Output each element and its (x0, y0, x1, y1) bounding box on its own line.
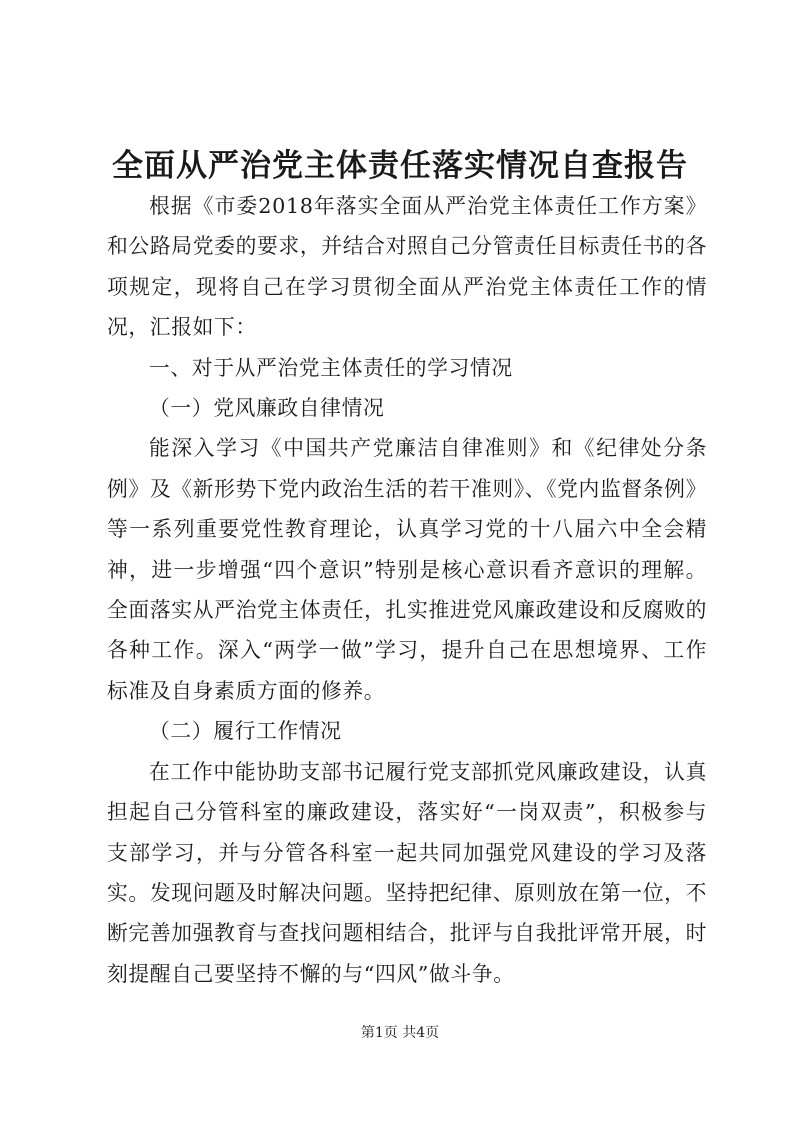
document-title: 全面从严治党主体责任落实情况自查报告 (112, 148, 688, 184)
subsection-heading-2: （二）履行工作情况 (149, 719, 342, 744)
section-heading-1: 一、对于从严治党主体责任的学习情况 (149, 355, 513, 380)
intro-paragraph: 根据《市委2018年落实全面从严治党主体责任工作方案》和公路局党委的要求，并结合对照自己分管责任目标责任书的各项规定，现将自己在学习贯彻全面从严治党主体责任工作的情况，汇报如下： (107, 194, 707, 340)
document-body (107, 186, 707, 994)
body-paragraph-1: 能深入学习《中国共产党廉洁自律准则》和《纪律处分条例》及《新形势下党内政治生活的若干准则》、《党内监督条例》等一系列重要党性教育理论，认真学习党的十八届六中全会精神，进一步增强“四个意识”特别是核心意识看齐意识的理解。全面落实从严治党主体责任，扎实推进党风廉政建设和反腐败的各种工作。深入“两学一做”学习，提升自己在思想境界、工作标准及自身素质方面的修养。 (107, 436, 707, 703)
subsection-heading-1: （一）党风廉政自律情况 (149, 396, 385, 421)
body-paragraph-2: 在工作中能协助支部书记履行党支部抓党风廉政建设，认真担起自己分管科室的廉政建设，落实好“一岗双责”，积极参与支部学习，并与分管各科室一起共同加强党风建设的学习及落实。发现问题及时解决问题。坚持把纪律、原则放在第一位，不断完善加强教育与查找问题相结合，批评与自我批评常开展，时刻提醒自己要坚持不懈的与“四风”做斗争。 (107, 759, 707, 986)
page-number-footer: 第1页 共4页 (360, 1025, 440, 1041)
